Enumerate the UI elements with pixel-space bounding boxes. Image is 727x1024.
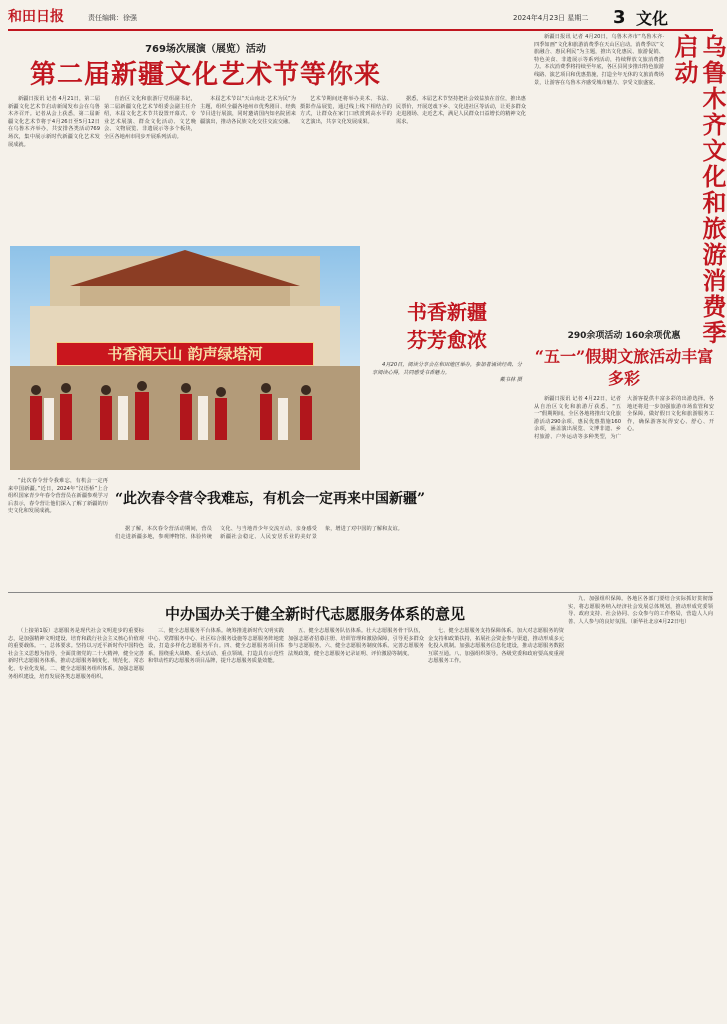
lead-text-3: 本届艺术节以“天山南北·艺术为民”为主题，组织全疆各地州市优秀剧目、经典节目进行展演，同时邀请国内知名院团来疆演出，推动各民族文化交往交流交融。 xyxy=(200,96,296,125)
quote-right-text: 据了解，本次春令营活动期间，营员们走进新疆多地，参观博物馆、体验传统文化、与当地青少年交流互动，亲身感受新疆社会稳定、人民安居乐业的美好景象，增进了对中国的了解和友谊。 xyxy=(115,526,403,540)
sidebar-body-2-text: 新疆日报讯 记者 4月22日，记者从自治区文化和旅游厅获悉，“五一”假期期间，全区各地将推出文化旅游活动290余项、惠民优惠措施160余项，涵盖演出展览、文博非遗、乡村旅游、户外运动等多种类型，为广大游客提供丰富多彩的出游选择。各地还将进一步加强旅游市场监管和安全保障，做好假日文化和旅游服务工作，确保游客玩得安心、舒心、开心。 xyxy=(534,396,714,440)
sidebar-title: 乌鲁木齐文化和旅游消费季启动 xyxy=(670,34,727,346)
policy-text-4: 七、健全志愿服务支持保障体系。加大对志愿服务的资金支持和政策扶持，拓展社会资金参与渠道，推动形成多元化投入机制。加强志愿服务信息化建设，推动志愿服务数据互联互通。八、加强组织领导。各级党委和政府要高度重视志愿服务工作。 xyxy=(428,628,564,665)
lead-kicker: 769场次展演（展览）活动 xyxy=(145,44,266,55)
sidebar-body-2 xyxy=(534,396,714,586)
policy-text-1: （上接第1版）志愿服务是现代社会文明进步的重要标志，是加强精神文明建设、培育和践行社会主义核心价值观的重要载体。一、总体要求。坚持以习近平新时代中国特色社会主义思想为指导，全面贯彻党的二十大精神，健全完善新时代志愿服务体系，推动志愿服务制度化、规范化、常态化、专业化发展。二、健全志愿服务组织体系。加强志愿服务组织建设，培育发展各类志愿服务组织。 xyxy=(8,628,144,680)
lead-text-2: 自治区文化和旅游厅党组副书记，第二届新疆文化艺术节组委会副主任介绍，本届文化艺术节共设置开幕式、专业艺术展演、群众文化活动、文艺晚会、文物展览、非遗展示等多个板块，全区各地州市同步开展系列活动。 xyxy=(104,96,196,140)
page-number: 3 xyxy=(613,7,626,28)
sidebar-headline: “五一”假期文旅活动丰富多彩 xyxy=(534,347,714,388)
policy-headline: 中办国办关于健全新时代志愿服务体系的意见 xyxy=(164,605,465,623)
quote-headline: “此次春令营令我难忘，有机会一定再来中国新疆” xyxy=(115,491,426,507)
section-divider xyxy=(8,592,713,593)
lead-col-4 xyxy=(300,96,392,238)
policy-text-5: 九、加强组织保障。各地区各部门要结合实际抓好贯彻落实，将志愿服务纳入经济社会发展总体规划，推动形成党委领导、政府支持、社会协同、公众参与的工作格局，营造人人向善、人人参与的良好氛围。（新华社北京4月22日电） xyxy=(568,596,713,625)
photo-caption xyxy=(372,362,522,385)
sidebar-kicker: 290余项活动 160余项优惠 xyxy=(567,331,681,341)
lead-text-5: 据悉，本届艺术节坚持把社会效益放在首位，推出惠民票价，开展送戏下乡、文化进社区等活动，让更多群众走进剧场、走近艺术，满足人民群众日益增长的精神文化需求。 xyxy=(396,96,526,125)
lead-col-1 xyxy=(8,96,100,238)
photo-banner xyxy=(56,342,314,366)
policy-col-2 xyxy=(148,628,284,1018)
masthead-rule xyxy=(8,29,713,31)
policy-col-4 xyxy=(428,628,564,1018)
photo-title-line-1: 书香新疆 xyxy=(407,300,487,324)
policy-text-3: 五、健全志愿服务队伍体系。壮大志愿服务骨干队伍，加强志愿者招募注册、培训管理和激励保障，引导更多群众参与志愿服务。六、健全志愿服务制度体系。完善志愿服务法规政策，健全志愿服务记录证明、评价激励等制度。 xyxy=(288,628,424,657)
photo-banner-text: 书香润天山 韵声绿塔河 xyxy=(107,345,263,363)
news-photo xyxy=(10,246,360,470)
sidebar-body-text: 新疆日报讯 记者 4月20日，乌鲁木齐市“鸟鲁木齐·四季如画”文化和旅游消费季在天山区启动。消费季以“文旅融合、惠民利民”为主题，推出文化惠民、旅游促销、特色美食、非遗展示等系列活动，持续释放文旅消费潜力。本次消费季将持续至年底，各区县同步推出特色旅游线路、演艺项目和优惠措施，打造全年无休的文旅消费场景，让游客在乌鲁木齐感受城市魅力、享受文旅盛宴。 xyxy=(534,34,664,86)
policy-col-5 xyxy=(568,596,713,1018)
photo-title-line-2: 芬芳愈浓 xyxy=(407,328,487,352)
lead-headline: 第二届新疆文化艺术节等你来 xyxy=(29,60,381,90)
photo-caption-text: 4月20日，阅读分享会在和田地区举办，参加者诵读经典、分享阅读心得，共同感受书香魅力。 xyxy=(372,362,522,376)
policy-text-2: 三、健全志愿服务平台体系。统筹推进新时代文明实践中心、党群服务中心、社区综合服务设施等志愿服务阵地建设，打造多样化志愿服务平台。四、健全志愿服务项目体系。围绕重大战略、重大活动、重点领域，打造具有示范性和带动性的志愿服务项目品牌，提升志愿服务质量效能。 xyxy=(148,628,284,665)
photo-title xyxy=(372,300,522,352)
policy-col-1 xyxy=(8,628,144,1018)
lead-col-2 xyxy=(104,96,196,238)
photo-credit: 戴书林 摄 xyxy=(499,377,522,384)
lead-col-3 xyxy=(200,96,296,238)
paper-name: 和田日报 xyxy=(8,9,64,25)
section-name: 文化 xyxy=(636,9,669,28)
lead-text-4: 艺术节期间还将举办美术、书法、摄影作品展览，通过线上线下相结合的方式，让群众在家门口欣赏到高水平的文艺演出，共享文化发展成果。 xyxy=(300,96,392,125)
sidebar-body xyxy=(534,34,664,270)
policy-col-3 xyxy=(288,628,424,1018)
quote-left-body xyxy=(8,478,108,588)
quote-right-body xyxy=(115,526,527,586)
issue-date: 2024年4月23日 星期二 xyxy=(513,14,589,22)
editor-credit: 责任编辑：徐强 xyxy=(88,14,137,22)
quote-left-text: “此次春令营令我难忘，有机会一定再来中国新疆。”近日，2024年“汉语桥”上合组织国家青少年春令营营员在新疆参观学习后表示，春令营让他们深入了解了新疆的历史文化和发展成就。 xyxy=(8,478,108,515)
lead-text-1: 新疆日报讯 记者 4月21日，第二届新疆文化艺术节启动新闻发布会在乌鲁木齐召开。记者从会上获悉，第二届新疆文化艺术节将于4月26日至5月12日在乌鲁木齐举办，共安排各类活动769场次，集中展示新时代新疆文化艺术发展成就。 xyxy=(8,96,100,148)
masthead xyxy=(8,6,713,28)
lead-col-5 xyxy=(396,96,526,238)
